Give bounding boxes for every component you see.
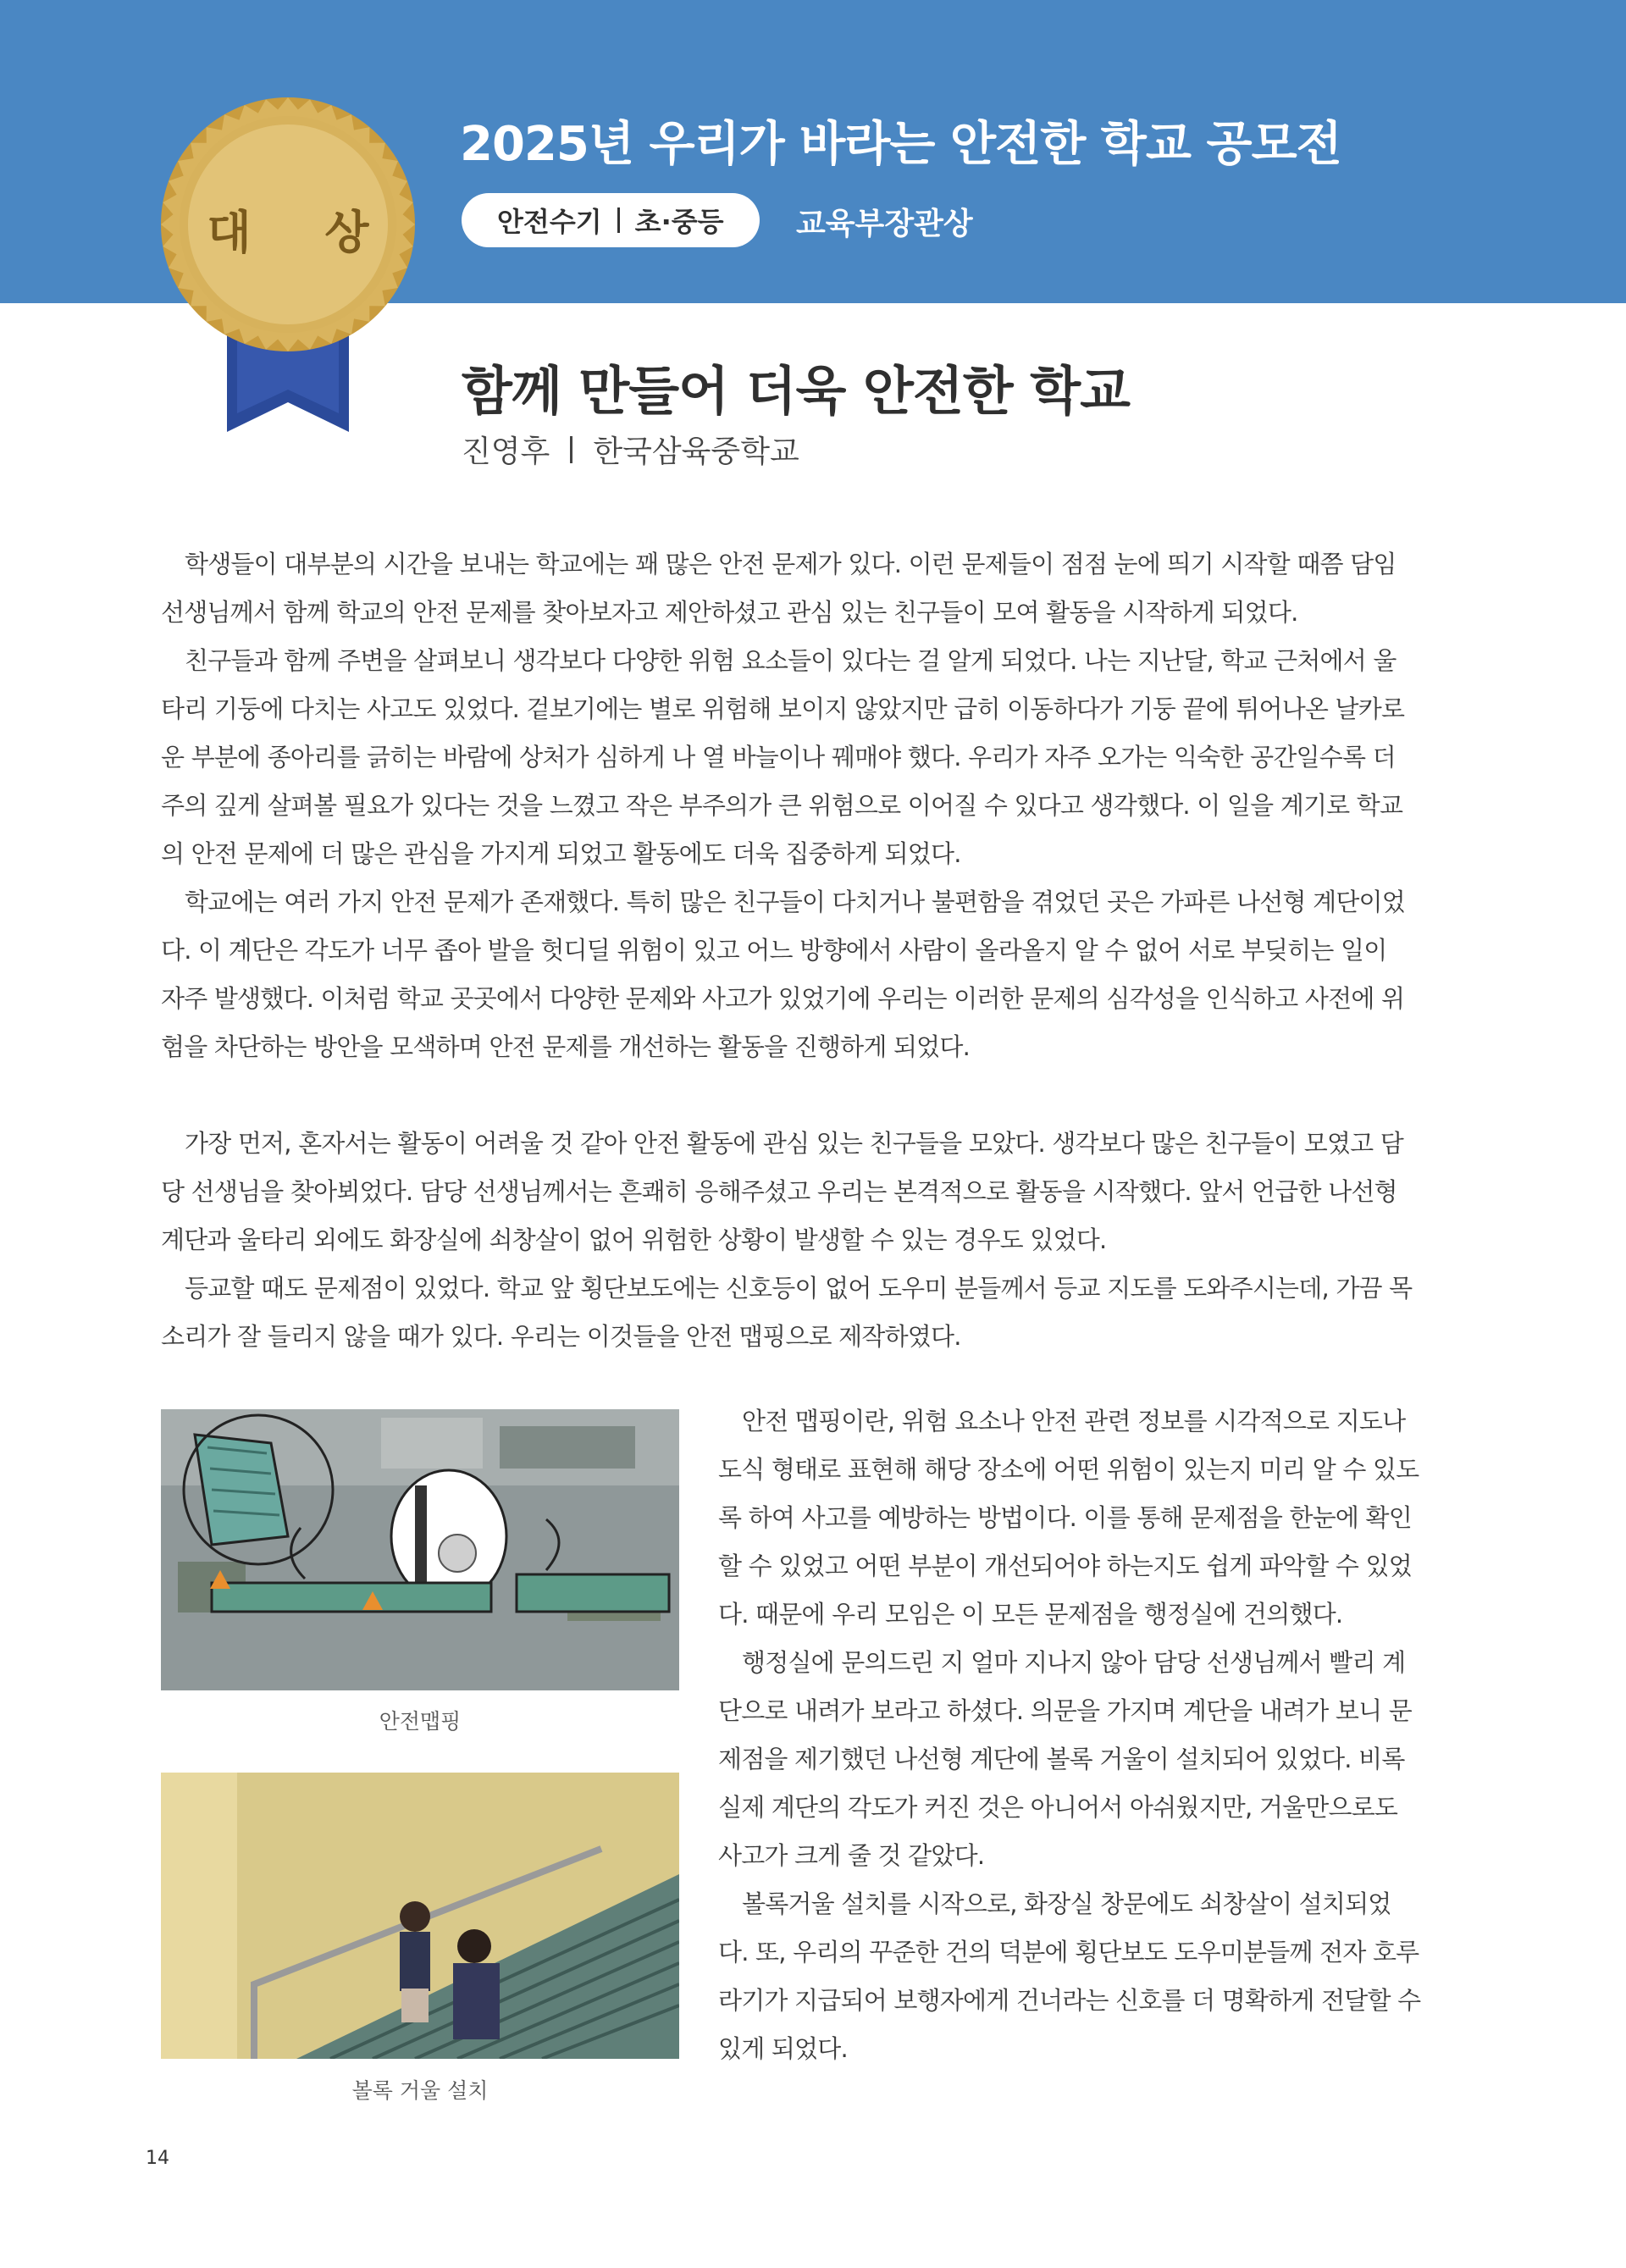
author-name: 진영후 bbox=[462, 434, 550, 469]
essay-title: 함께 만들어 더욱 안전한 학교 bbox=[462, 360, 1131, 422]
award-name: 교육부장관상 bbox=[796, 207, 973, 241]
map-caption: 안전맵핑 bbox=[379, 1709, 462, 1734]
mirror-caption: 볼록 거울 설치 bbox=[351, 2078, 489, 2103]
essay-body bbox=[161, 540, 1414, 1361]
body-paragraph: 학생들이 대부분의 시간을 보내는 학교에는 꽤 많은 안전 문제가 있다. 이런 문제들이 점점 눈에 띄기 시작할 때쯤 담임 선생님께서 함께 학교의 안전 문제를 찾아보자고 제안하셨고 관심 있는 친구들이 모여 활동을 시작하게 되었다. bbox=[161, 550, 1396, 627]
side-paragraph: 안전 맵핑이란, 위험 요소나 안전 관련 정보를 시각적으로 지도나 도식 형태로 표현해 해당 장소에 어떤 위험이 있는지 미리 알 수 있도록 하여 사고를 예방하는 방법이다. 이를 통해 문제점을 한눈에 확인할 수 있었고 어떤 부분이 개선되어야 하는지도 쉽게 파악할 수 있었다. 때문에 우리 모임은 이 모든 문제점을 행정실에 건의했다. bbox=[718, 1407, 1419, 1629]
pill-divider bbox=[617, 207, 620, 233]
paragraph-gap bbox=[161, 1071, 1414, 1120]
side-paragraph: 볼록거울 설치를 시작으로, 화장실 창문에도 쇠창살이 설치되었다. 또, 우리의 꾸준한 건의 덕분에 횡단보도 도우미분들께 전자 호루라기가 지급되어 보행자에게 건너라는 신호를 더 명확하게 전달할 수 있게 되었다. bbox=[718, 1889, 1421, 2063]
level-label: 초·중등 bbox=[634, 206, 724, 238]
body-paragraph: 학교에는 여러 가지 안전 문제가 존재했다. 특히 많은 친구들이 다치거나 불편함을 겪었던 곳은 가파른 나선형 계단이었다. 이 계단은 각도가 너무 좁아 발을 헛디딜 위험이 있고 어느 방향에서 사람이 올라올지 알 수 없어 서로 부딪히는 일이 자주 발생했다. 이처럼 학교 곳곳에서 다양한 문제와 사고가 있었기에 우리는 이러한 문제의 심각성을 인식하고 사전에 위험을 차단하는 방안을 모색하며 안전 문제를 개선하는 활동을 진행하게 되었다. bbox=[161, 888, 1405, 1061]
award-medal-icon bbox=[152, 93, 423, 449]
byline bbox=[462, 428, 799, 471]
safety-map-photo bbox=[161, 1409, 679, 1690]
contest-title: 2025년 우리가 바라는 안전한 학교 공모전 bbox=[460, 117, 1341, 172]
convex-mirror-photo bbox=[161, 1773, 679, 2059]
body-paragraph: 가장 먼저, 혼자서는 활동이 어려울 것 같아 안전 활동에 관심 있는 친구들을 모았다. 생각보다 많은 친구들이 모였고 담당 선생님을 찾아뵈었다. 담당 선생님께서는 흔쾌히 응해주셨고 우리는 본격적으로 활동을 시작했다. 앞서 언급한 나선형 계단과 울타리 외에도 화장실에 쇠창살이 없어 위험한 상황이 발생할 수 있는 경우도 있었다. bbox=[161, 1129, 1404, 1254]
school-name: 한국삼육중학교 bbox=[593, 434, 799, 469]
body-paragraph: 친구들과 함께 주변을 살펴보니 생각보다 다양한 위험 요소들이 있다는 걸 알게 되었다. 나는 지난달, 학교 근처에서 울타리 기둥에 다치는 사고도 있었다. 겉보기에는 별로 위험해 보이지 않았지만 급히 이동하다가 기둥 끝에 튀어나온 날카로운 부분에 종아리를 긁히는 바람에 상처가 심하게 나 열 바늘이나 꿰매야 했다. 우리가 자주 오가는 익숙한 공간일수록 더 주의 깊게 살펴볼 필요가 있다는 것을 느꼈고 작은 부주의가 큰 위험으로 이어질 수 있다고 생각했다. 이 일을 계기로 학교의 안전 문제에 더 많은 관심을 가지게 되었고 활동에도 더욱 집중하게 되었다. bbox=[161, 646, 1405, 868]
side-paragraph: 행정실에 문의드린 지 얼마 지나지 않아 담당 선생님께서 빨리 계단으로 내려가 보라고 하셨다. 의문을 가지며 계단을 내려가 보니 문제점을 제기했던 나선형 계단에 볼록 거울이 설치되어 있었다. 비록 실제 계단의 각도가 커진 것은 아니어서 아쉬웠지만, 거울만으로도 사고가 크게 줄 것 같았다. bbox=[718, 1648, 1412, 1870]
body-paragraph: 등교할 때도 문제점이 있었다. 학교 앞 횡단보도에는 신호등이 없어 도우미 분들께서 등교 지도를 도와주시는데, 가끔 목소리가 잘 들리지 않을 때가 있다. 우리는 이것들을 안전 맵핑으로 제작하였다. bbox=[161, 1274, 1413, 1351]
medal-label: 대 상 bbox=[207, 206, 398, 259]
byline-divider bbox=[570, 436, 572, 463]
page-number: 14 bbox=[146, 2148, 169, 2169]
side-column-text bbox=[718, 1397, 1421, 2073]
category-label: 안전수기 bbox=[497, 206, 602, 238]
category-pill bbox=[462, 193, 760, 247]
